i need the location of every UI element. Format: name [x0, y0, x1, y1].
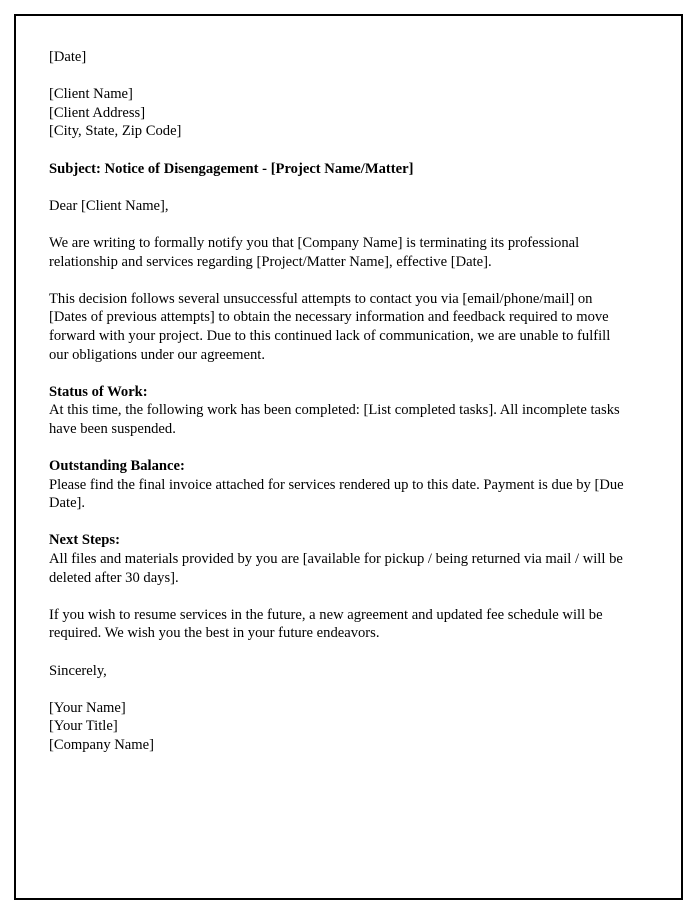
date-line: [Date] [49, 49, 87, 65]
paragraph-reason: This decision follows several unsuccessful attempts to contact you via [email/phone/mail] on [Dates of previous attempts] to obtain the necessary information and feedback required to move forward with your project. Due to this continued lack of communication, we are unable to fulfill our obligations under our agreement. [49, 290, 611, 363]
section-outstanding-balance [49, 457, 631, 513]
signature-name: [Your Name] [49, 699, 126, 716]
status-of-work-text: At this time, the following work has been completed: [List completed tasks]. All incomplete tasks have been suspended. [49, 402, 620, 437]
salutation: Dear [Client Name], [49, 197, 169, 214]
paragraph-intro: We are writing to formally notify you that [Company Name] is terminating its professional relationship and services regarding [Project/Matter Name], effective [Date]. [49, 234, 580, 270]
signature-block [49, 699, 631, 755]
paragraph-resume-services: If you wish to resume services in the future, a new agreement and updated fee schedule will be required. We wish you the best in your future endeavors. [49, 606, 603, 642]
next-steps-text: All files and materials provided by you are [available for pickup / being returned via mail / will be deleted after 30 days]. [49, 551, 623, 586]
recipient-block [49, 85, 631, 141]
closing: Sincerely, [49, 662, 107, 679]
next-steps-heading: Next Steps: [49, 532, 120, 549]
recipient-city-state-zip: [City, State, Zip Code] [49, 123, 182, 140]
status-of-work-heading: Status of Work: [49, 383, 148, 400]
signature-company: [Company Name] [49, 736, 154, 753]
letter-page [14, 14, 683, 900]
subject-line: Subject: Notice of Disengagement - [Project Name/Matter] [49, 160, 414, 177]
recipient-address: [Client Address] [49, 104, 146, 121]
outstanding-balance-heading: Outstanding Balance: [49, 458, 185, 475]
outstanding-balance-text: Please find the final invoice attached for services rendered up to this date. Payment is due by [Due Date]. [49, 476, 624, 512]
section-status-of-work [49, 383, 631, 439]
recipient-name: [Client Name] [49, 86, 133, 103]
section-next-steps [49, 531, 631, 587]
signature-title: [Your Title] [49, 718, 118, 735]
